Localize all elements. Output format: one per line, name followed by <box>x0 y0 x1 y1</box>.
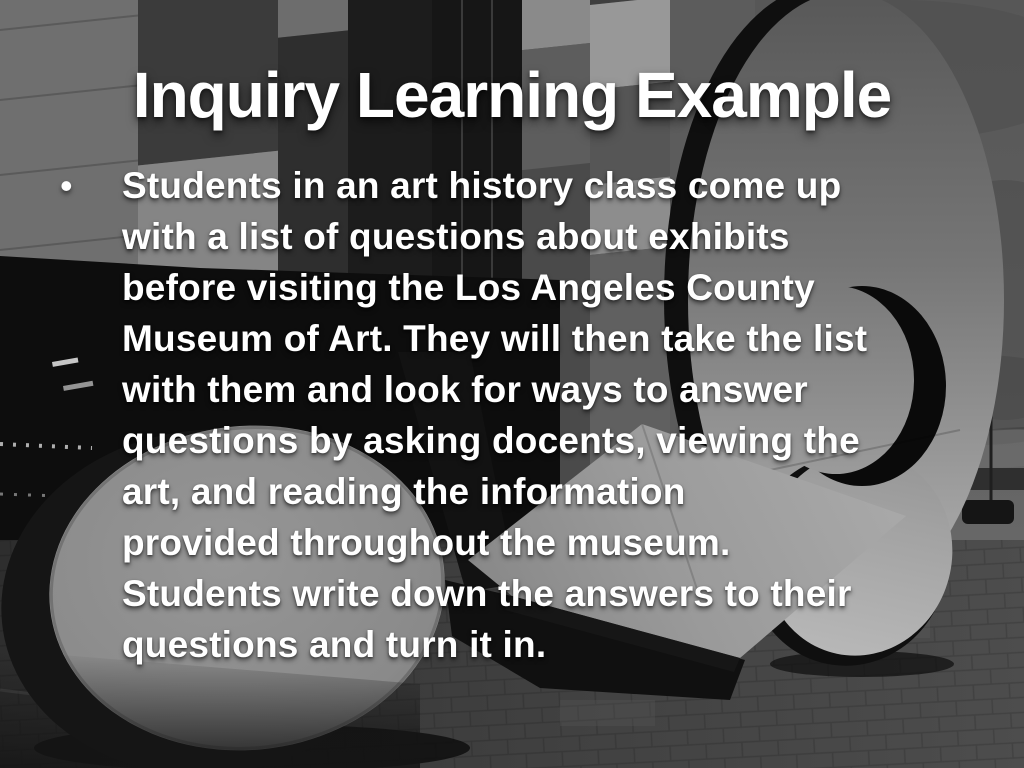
body-line: questions and turn it in. <box>122 624 547 665</box>
parked-car <box>962 500 1014 524</box>
body-line: Students in an art history class come up <box>122 165 842 206</box>
body-line: provided throughout the museum. <box>122 522 731 563</box>
body-line: with them and look for ways to answer <box>122 369 808 410</box>
body-line: Museum of Art. They will then take the list <box>122 318 868 359</box>
bullet-marker: • <box>60 165 73 206</box>
body-line: before visiting the Los Angeles County <box>122 267 815 308</box>
body-line: Students write down the answers to their <box>122 573 852 614</box>
body-line: art, and reading the information <box>122 471 686 512</box>
body-line: questions by asking docents, viewing the <box>122 420 860 461</box>
body-line: with a list of questions about exhibits <box>122 216 790 257</box>
bullet-text <box>122 160 867 670</box>
slide-title: Inquiry Learning Example <box>132 59 892 131</box>
